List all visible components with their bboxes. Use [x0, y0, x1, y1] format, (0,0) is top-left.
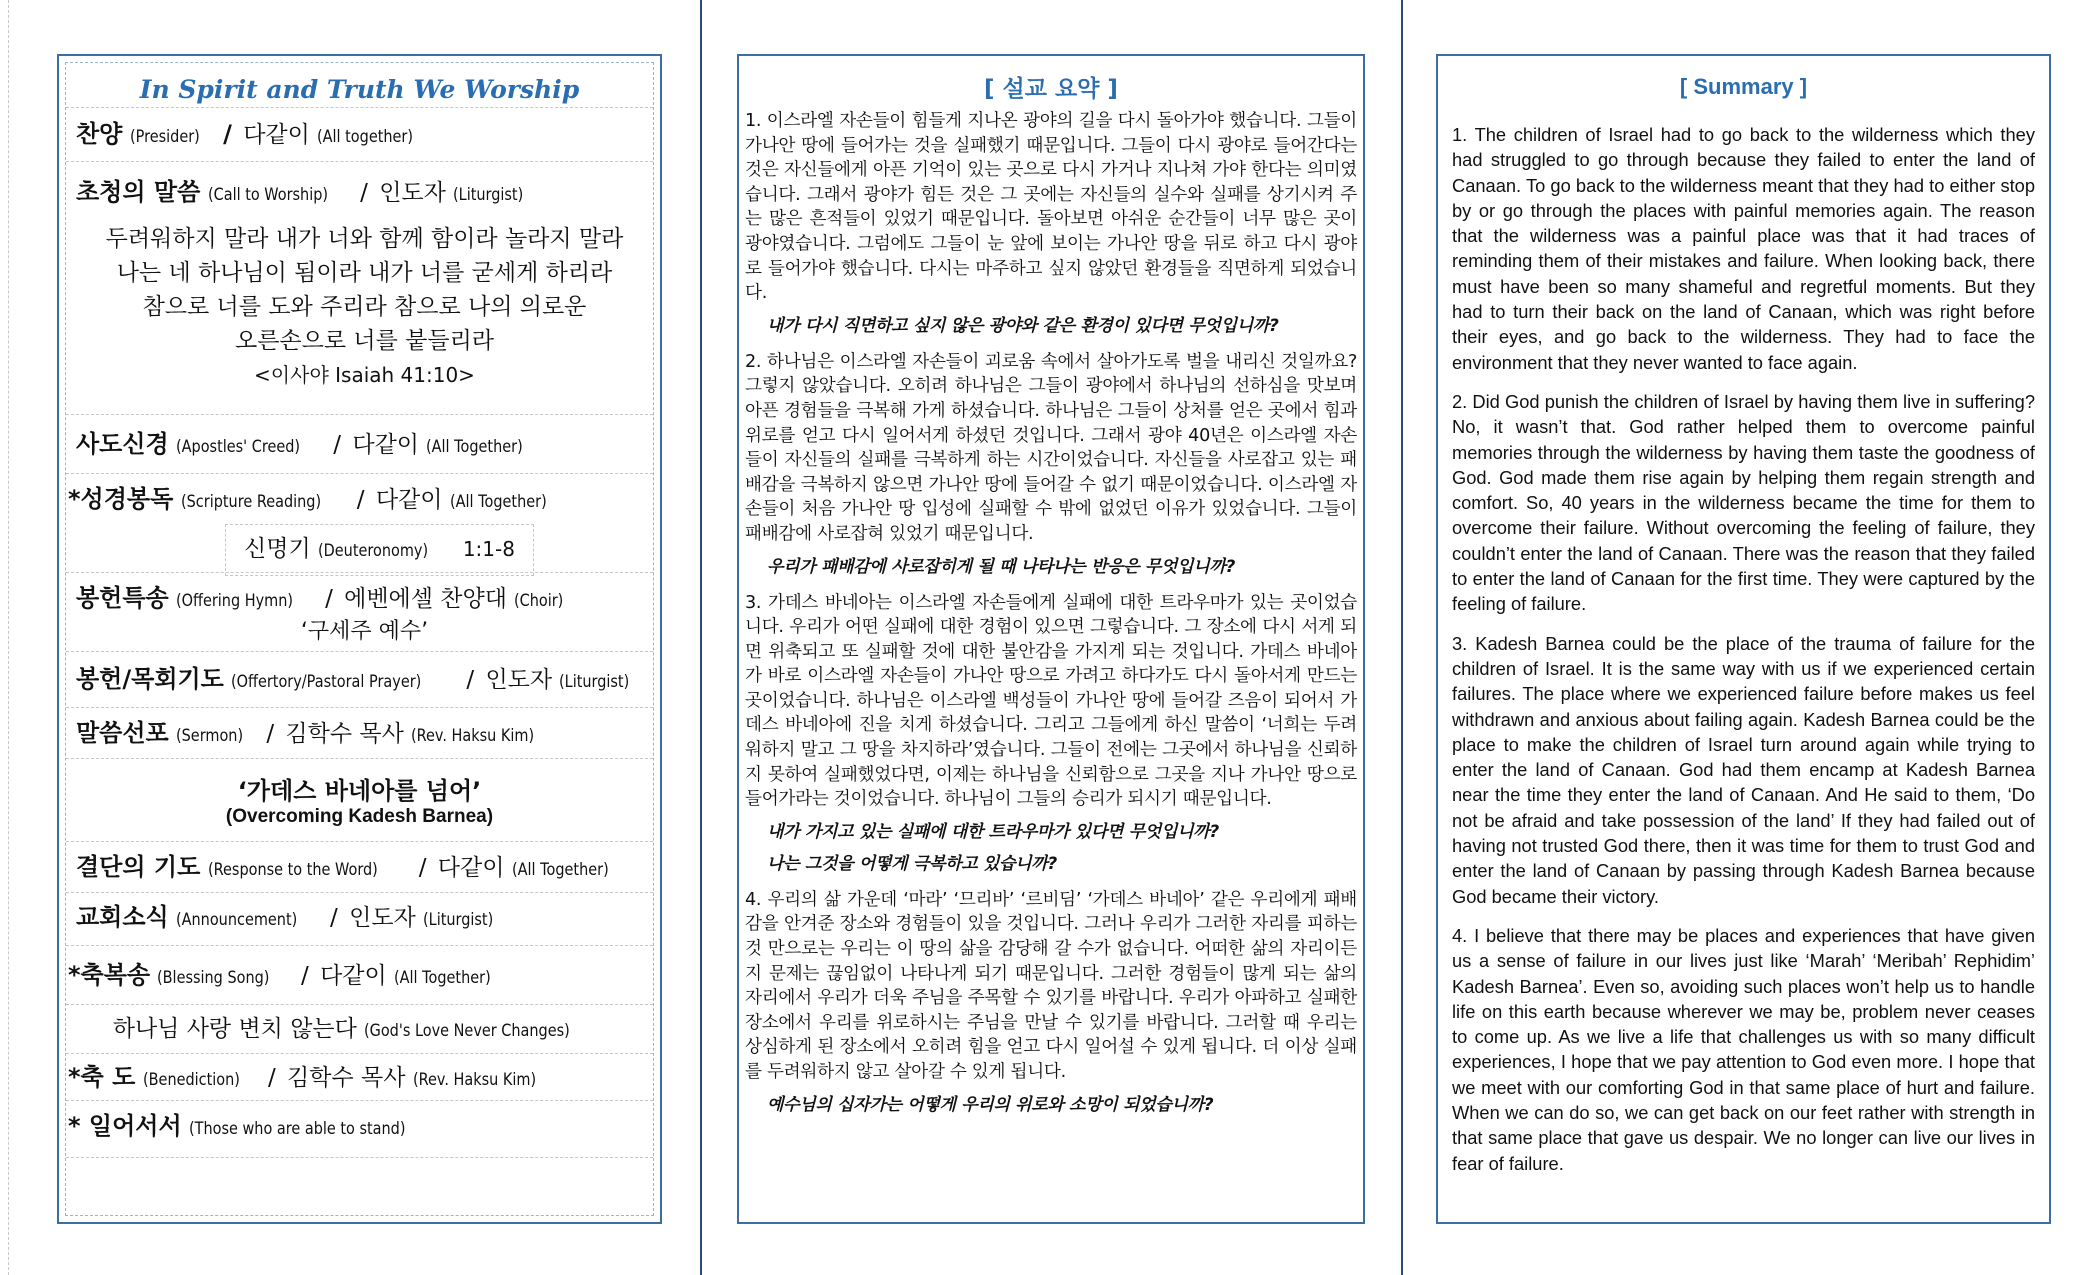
item-label-ko: *축 도 — [68, 1063, 136, 1091]
song-title-en: (God's Love Never Changes) — [364, 1021, 570, 1041]
item-label-en: (Those who are able to stand) — [188, 1119, 406, 1139]
bottom-divider — [66, 1157, 653, 1168]
order-item-announcement — [66, 892, 653, 945]
korean-question-5: 예수님의 십자가는 어떻게 우리의 위로와 소망이 되었습니까? — [767, 1094, 1214, 1115]
item-label-en: (Benediction) — [142, 1070, 240, 1090]
item-label-en: (Sermon) — [176, 726, 244, 746]
order-item-praise — [66, 107, 653, 161]
item-label-en: (Blessing Song) — [157, 968, 270, 988]
preacher-ko: 김학수 목사 — [287, 1065, 406, 1091]
korean-question-3: 내가 가지고 있는 실패에 대한 트라우마가 있다면 무엇입니까? — [767, 821, 1219, 842]
item-label-ko: 찬양 — [76, 120, 123, 148]
order-item-sermon — [66, 707, 653, 841]
separator: / — [333, 432, 342, 458]
english-paragraph-2: 2. Did God punish the children of Israel by having them live in suffering? No, it wasn’t that. God rather helped them to overcome painful memories through the wilderness by having them taste the goodness of God. God made them rise again by helping them regain strength and comfort. So, 40 years in the wilderness became the time for them to overcome their failure. Without overcoming the feeling of failure, they couldn’t enter the land of Canaan. There was the reason that they failed to enter the land of Canaan for the first time. They were captured by the feeling of failure. — [1452, 390, 2035, 615]
preacher-ko: 김학수 목사 — [285, 721, 404, 747]
item-label-en: (Call to Worship) — [207, 185, 328, 205]
item-label-en: (Offertory/Pastoral Prayer) — [231, 672, 422, 692]
korean-question-1: 내가 다시 직면하고 싶지 않은 광야와 같은 환경이 있다면 무엇입니까? — [767, 315, 1279, 336]
order-item-blessing-song — [66, 945, 653, 1004]
item-label-en: (Announcement) — [176, 910, 298, 930]
leader-en: (All Together) — [449, 492, 547, 512]
item-label-en: (Apostles' Creed) — [176, 437, 301, 457]
sermon-title-ko: ‘가데스 바네아를 넘어’ — [237, 777, 482, 805]
item-label-en: (Scripture Reading) — [180, 492, 321, 512]
leader-en: (All together) — [317, 127, 414, 147]
fold-line-right — [1401, 0, 1403, 1275]
item-label-ko: 말씀선포 — [76, 719, 169, 747]
english-summary-panel — [1436, 54, 2051, 1224]
item-label-ko: * 일어서서 — [68, 1112, 182, 1140]
item-label-ko: 교회소식 — [76, 903, 169, 931]
order-item-offering-hymn — [66, 572, 653, 651]
separator: / — [267, 1065, 276, 1091]
korean-question-4: 나는 그것을 어떻게 극복하고 있습니까? — [767, 853, 1057, 874]
leader-en: (All Together) — [426, 437, 524, 457]
verse-line: 참으로 너를 도와 주리라 참으로 나의 의로운 — [142, 294, 587, 320]
order-item-stand-note — [66, 1100, 653, 1157]
chapter-verse: 1:1-8 — [462, 537, 515, 561]
cut-guide-line — [8, 0, 9, 1275]
korean-summary-panel — [737, 54, 1365, 1224]
english-paragraph-1: 1. The children of Israel had to go back to the wilderness which they had struggled to go through because they failed to enter the land of Canaan. To go back to the wilderness meant that they had to either stop by or go through the places with painful memories again. The reason that the wilderness was a painful place was that it had traces of reminding them of their mistakes and failure. When looking back, there must have been so many shameful and regretful moments. But they had to turn their back on the land of Canaan, which was right before their eyes, and go back to the wilderness. They had to face the environment that they never wanted to face again. — [1452, 124, 2035, 373]
blessing-song-title — [66, 1004, 653, 1053]
leader-en: (Liturgist) — [453, 185, 524, 205]
hymn-title: ‘구세주 예수’ — [300, 619, 429, 644]
leader-ko: 다같이 — [320, 963, 387, 989]
korean-question-2: 우리가 패배감에 사로잡히게 될 때 나타나는 반응은 무엇입니까? — [767, 556, 1236, 577]
item-label-en: (Presider) — [129, 127, 200, 147]
item-label-ko: 결단의 기도 — [76, 853, 201, 881]
preacher-en: (Rev. Haksu Kim) — [411, 726, 535, 746]
order-item-call-to-worship — [66, 161, 653, 414]
leader-en: (All Together) — [511, 860, 609, 880]
english-paragraph-3: 3. Kadesh Barnea could be the place of the trauma of failure for the children of Israel. It is the same way with us if we experienced certain failures. The place where we experienced failure before makes us feel withdrawn and anxious about failing again. Kadesh Barnea could be the place to make the children of Israel turn around again while trying to enter the land of Canaan. God had them encamp at Kadesh Barnea near the time they enter the land of Canaan. And He said to them, ‘Do not be afraid and take possession of the land’ If they had failed out of having not trusted God there, then it was time for them to trust God and enter the land of Canaan by passing through Kadesh Barnea because God became their victory. — [1452, 632, 2035, 907]
book-ko: 신명기 — [244, 536, 311, 562]
item-label-en: (Response to the Word) — [207, 860, 378, 880]
verse-reference: <이사야 Isaiah 41:10> — [254, 363, 475, 387]
item-label-ko: 초청의 말씀 — [76, 178, 201, 206]
order-item-offertory-prayer — [66, 651, 653, 707]
scripture-verse — [76, 212, 653, 392]
order-of-worship-panel — [57, 54, 662, 1224]
song-title-ko: 하나님 사랑 변치 않는다 — [112, 1016, 357, 1042]
preacher-en: (Rev. Haksu Kim) — [412, 1070, 536, 1090]
leader-ko: 다같이 — [375, 487, 443, 513]
korean-paragraph-2: 2. 하나님은 이스라엘 자손들이 괴로움 속에서 살아가도록 벌을 내리신 것일까요? 그렇지 않았습니다. 오히려 하나님은 그들이 광야에서 하나님의 선하심을 맛보며 아픈 경험들을 극복해 가게 하셨습니다. 하나님은 그들이 상처를 얻은 곳에서 힘과 위로를 얻고 다시 일어서게 하셨던 것입니다. 그래서 광야 40년은 이스라엘 자손들이 자신들의 실패를 극복하게 하는 시간이었습니다. 자신들을 사로잡고 있는 패배감을 극복하지 않으면 가나안 땅에 들어갈 수 없기 때문이었습니다. 이스라엘 자손들이 처음 가나안 땅 입성에 실패할 수 밖에 없었던 이유가 있었습니다. 그들이 패배감에 사로잡혀 있었기 때문입니다. — [745, 351, 1357, 544]
item-label-ko: 봉헌/목회기도 — [76, 665, 224, 693]
separator: / — [266, 721, 275, 747]
separator: / — [356, 487, 365, 513]
korean-paragraph-1: 1. 이스라엘 자손들이 힘들게 지나온 광야의 길을 다시 돌아가야 했습니다. 그들이 가나안 땅에 들어가는 것을 실패했기 때문입니다. 그들이 다시 광야로 들어간다는 것은 자신들에게 아픈 기억이 있는 곳으로 다시 가거나 지나쳐 가야 한다는 의미였습니다. 그래서 광야가 힘든 것은 그 곳에는 자신들의 실수와 실패를 상기시켜 주는 많은 흔적들이 있었기 때문입니다. 돌아보면 아쉬운 순간들이 너무 많은 곳이 광야였습니다. 그럼에도 그들이 눈 앞에 보이는 가나안 땅을 뒤로 하고 다시 광야로 들어가야 했습니다. 다시는 마주하고 싶지 않았던 환경들을 직면하게 되었습니다. — [745, 111, 1357, 304]
item-label-ko: 사도신경 — [76, 430, 169, 458]
item-label-ko: *성경봉독 — [68, 485, 174, 513]
separator: / — [360, 180, 368, 206]
english-paragraph-4: 4. I believe that there may be places and experiences that have given us a sense of failure in our lives just like ‘Marah’ ‘Meribah’ Rephidim’ Kadesh Barnea’. Even so, avoiding such places won’t help us to handle life on this earth because wherever we may be, problem never ceases to come up. As we live a life that challenges us with so many difficult experiences, I hope that we pay attention to God even more. I hope that we meet with our comforting God in that same place of hurt and failure. When we can do so, we can get back on our feet rather with strength in that same place that gave us despair. We no longer can live our lives in fear of failure. — [1452, 924, 2035, 1174]
scripture-reference-row — [66, 524, 653, 572]
english-summary-title: [ Summary ] — [1679, 74, 1808, 99]
leader-ko: 다같이 — [437, 855, 505, 881]
korean-paragraph-4: 4. 우리의 삶 가운데 ‘마라’ ‘므리바’ ‘르비딤’ ‘가데스 바네아’ 같은 우리에게 패배감을 안겨준 장소와 경험들이 있을 것입니다. 그러나 우리가 그러한 자리를 피하는 것 만으로는 우리는 이 땅의 삶을 감당해 갈 수가 없습니다. 어떠한 삶의 자리이든지 문제는 끊임없이 나타나게 되기 때문입니다. 그러한 경험들이 많게 되는 삶의 자리에서 우리가 더욱 주님을 주목할 수 있기를 바랍니다. 우리가 아파하고 실패한 장소에서 우리를 위로하시는 주님을 만날 수 있기를 바랍니다. 그러할 때 우리는 상심하게 된 장소에서 오히려 힘을 얻고 다시 일어설 수 있게 됩니다. 더 이상 실패를 두려워하지 않고 살아갈 수 있게 됩니다. — [745, 889, 1357, 1082]
verse-line: 오른손으로 너를 붙들리라 — [234, 328, 495, 354]
separator: / — [466, 667, 475, 693]
korean-summary-title: [ 설교 요약 ] — [984, 76, 1118, 102]
verse-line: 두려워하지 말라 내가 너와 함께 함이라 놀라지 말라 — [105, 226, 624, 252]
leader-ko: 인도자 — [349, 905, 416, 931]
sermon-title-en: (Overcoming Kadesh Barnea) — [225, 806, 494, 827]
korean-paragraph-3: 3. 가데스 바네아는 이스라엘 자손들에게 실패에 대한 트라우마가 있는 곳이었습니다. 우리가 어떤 실패에 대한 경험이 있으면 그렇습니다. 그 장소에 다시 서게 되면 위축되고 또 실패할 것에 대한 불안감을 가지게 되는 것입니다. 가데스 바네아가 바로 이스라엘 자손들이 가나안 땅으로 가려고 하다가도 다시 돌아서게 만드는 곳이었습니다. 하나님은 이스라엘 백성들이 가나안 땅에 들어갈 즈음이 되어서 가데스 바네아에 진을 치게 하셨습니다. 그리고 그들에게 하신 말씀이 ‘너희는 두려워하지 말고 그 땅을 차지하라’였습니다. 그들이 전에는 그곳에서 하나님을 신뢰하지 못하여 실패했었다면, 이제는 하나님을 신뢰함으로 그곳을 지나 가나안 땅으로 들어가라는 것이었습니다. 하나님이 그들의 승리가 되시기 때문입니다. — [745, 592, 1357, 810]
verse-line: 나는 네 하나님이 됨이라 내가 너를 굳세게 하리라 — [116, 260, 613, 286]
leader-ko: 다같이 — [243, 122, 310, 148]
item-label-en: (Offering Hymn) — [176, 591, 294, 611]
item-label-ko: 봉헌특송 — [76, 584, 169, 612]
leader-en: (Liturgist) — [559, 672, 630, 692]
separator: / — [223, 120, 232, 148]
leader-ko: 인도자 — [485, 667, 553, 693]
fold-line-left — [700, 0, 702, 1275]
leader-en: (Choir) — [514, 591, 564, 611]
leader-ko: 인도자 — [379, 180, 446, 206]
leader-ko: 에벤에셀 찬양대 — [344, 586, 507, 612]
separator: / — [325, 586, 333, 612]
item-label-ko: *축복송 — [68, 961, 151, 989]
separator: / — [301, 963, 309, 989]
leader-en: (All Together) — [394, 968, 491, 988]
leader-en: (Liturgist) — [423, 910, 494, 930]
leader-ko: 다같이 — [352, 432, 420, 458]
scripture-reference-box — [225, 524, 534, 576]
separator: / — [330, 905, 338, 931]
separator: / — [418, 855, 427, 881]
order-item-response — [66, 841, 653, 892]
order-of-worship-inner-frame — [65, 62, 654, 1216]
order-item-benediction — [66, 1053, 653, 1100]
book-en: (Deuteronomy) — [317, 541, 429, 561]
order-item-scripture-reading — [66, 473, 653, 524]
order-item-apostles-creed — [66, 414, 653, 473]
order-title: In Spirit and Truth We Worship — [139, 75, 580, 104]
